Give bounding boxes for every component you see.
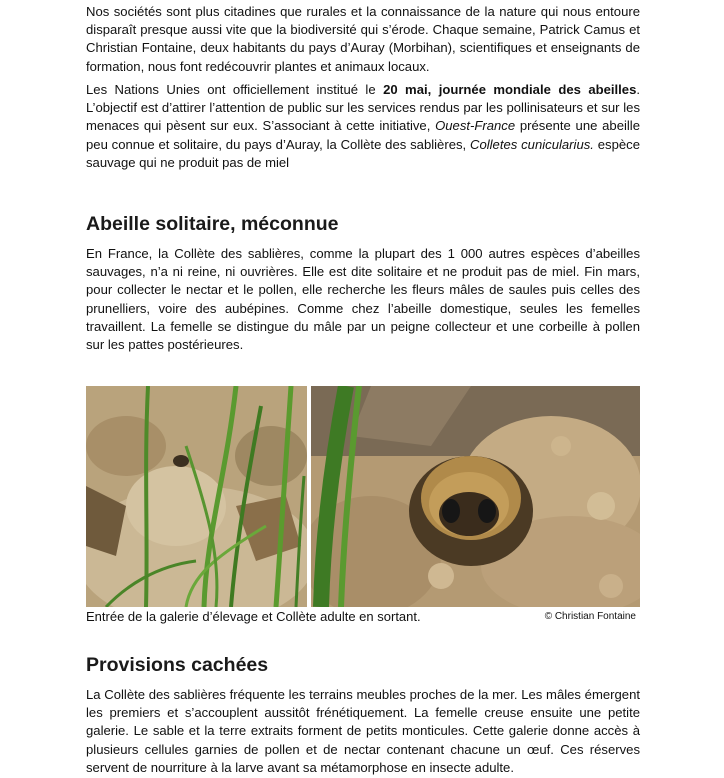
photo-credit: © Christian Fontaine (544, 611, 636, 622)
provisions-paragraph: La Collète des sablières fréquente les terrains meubles proches de la mer. Les mâles émergent les premiers et s’accouplent aussitôt frénétiquement. La femelle creuse ensuite une petite galerie. Le sable et la terre extraits forment de petits monticules. Cette galerie donne accès à plusieurs cellules garnies de pollen et de nectar contenant chacune un œuf. Ces réserves servent de nourriture à la larve avant sa métamorphose en insecte adulte. (86, 687, 640, 775)
section-heading-provisions: Provisions cachées (86, 654, 269, 676)
world-bee-day-paragraph (86, 81, 640, 172)
nest-entrance-photo (86, 386, 307, 607)
text-segment: Les Nations Unies ont officiellement institué le (86, 82, 384, 97)
bold-date: 20 mai, journée mondiale des abeilles (383, 82, 637, 97)
newspaper-name: Ouest-France (435, 118, 516, 134)
intro-paragraph: Nos sociétés sont plus citadines que rurales et la connaissance de la nature qui nous entoure disparaît presque aussi vite que la biodiversité qui s’érode. Chaque semaine, Patrick Camus et Christian Fontaine, deux habitants du pays d’Auray (Morbihan), scientifiques et enseignants de formation, nous font redécouvrir plantes et animaux locaux. (86, 4, 640, 74)
section-heading-solitaire: Abeille solitaire, méconnue (86, 213, 339, 235)
text-segment: . L’objectif est d’attirer l’attention de public sur les services rendus par les pollinisateurs et sur les menaces qui pèsent sur eux. S’associant à cette initiative, (86, 82, 640, 134)
text-segment: présente une abeille peu connue et solitaire, du pays d’Auray, la Collète des sablières, (86, 118, 640, 152)
text-segment: espèce sauvage qui ne produit pas de miel (86, 136, 640, 170)
species-name: Colletes cunicularius. (470, 136, 594, 152)
photo-figure (86, 386, 640, 607)
solitaire-paragraph: En France, la Collète des sablières, comme la plupart des 1 000 autres espèces d’abeilles sauvages, n’a ni reine, ni ouvrières. Elle est dite solitaire et ne produit pas de miel. Fin mars, pour collecter le nectar et le pollen, elle recherche les fleurs mâles de saules puis celles des prunelliers, voire des aubépines. Comme chez l’abeille domestique, seules les femelles travaillent. La femelle se distingue du mâle par un peigne collecteur et une corbeille à pollen sur les pattes postérieures. (86, 246, 640, 353)
figure-caption (86, 609, 640, 627)
caption-text: Entrée de la galerie d’élevage et Collète adulte en sortant. (86, 609, 421, 624)
bee-emerging-photo (311, 386, 640, 607)
